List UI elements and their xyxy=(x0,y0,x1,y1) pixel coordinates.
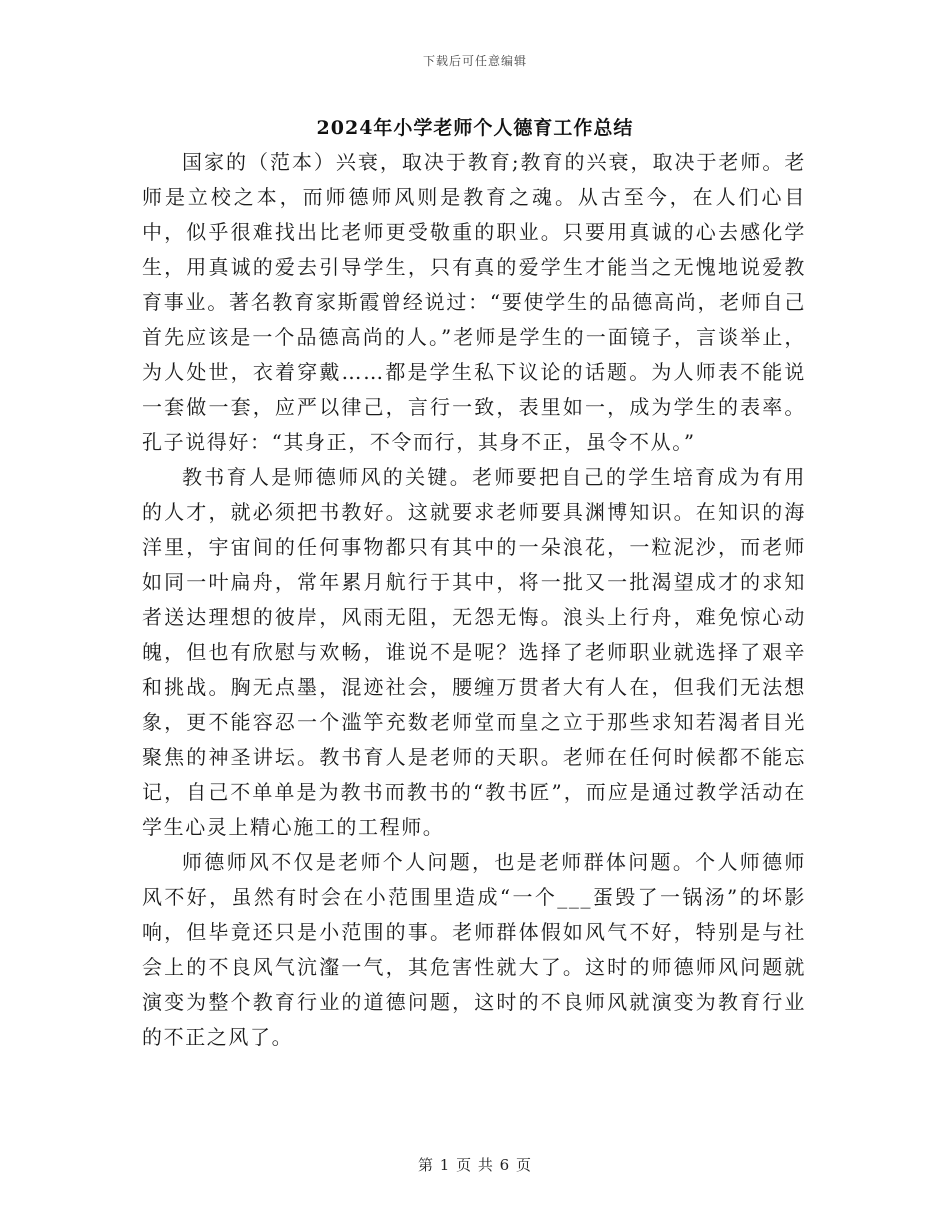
paragraph-2: 教书育人是师德师风的关键。老师要把自己的学生培育成为有用的人才，就必须把书教好。这就要求老师要具渊博知识。在知识的海洋里，宇宙间的任何事物都只有其中的一朵浪花，一粒泥沙，而老师如同一叶扁舟，常年累月航行于其中，将一批又一批渴望成才的求知者送达理想的彼岸，风雨无阻，无怨无悔。浪头上行舟，难免惊心动魄，但也有欣慰与欢畅，谁说不是呢？选择了老师职业就选择了艰辛和挑战。胸无点墨，混迹社会，腰缠万贯者大有人在，但我们无法想象，更不能容忍一个滥竽充数老师堂而皇之立于那些求知若渴者目光聚焦的神圣讲坛。教书育人是老师的天职。老师在任何时候都不能忘记，自己不单单是为教书而教书的“教书匠”，而应是通过教学活动在学生心灵上精心施工的工程师。 xyxy=(142,465,806,839)
document-body xyxy=(142,145,806,1055)
header-note: 下载后可任意编辑 xyxy=(422,54,527,68)
document-title: 2024年小学老师个人德育工作总结 xyxy=(316,117,634,139)
paragraph-3: 师德师风不仅是老师个人问题，也是老师群体问题。个人师德师风不好，虽然有时会在小范围里造成“一个___蛋毁了一锅汤”的坏影响，但毕竟还只是小范围的事。老师群体假如风气不好，特别是与社会上的不良风气沆瀣一气，其危害性就大了。这时的师德师风问题就演变为整个教育行业的道德问题，这时的不良师风就演变为教育行业的不正之风了。 xyxy=(142,850,806,1049)
paragraph-1: 国家的（范本）兴衰，取决于教育;教育的兴衰，取决于老师。老师是立校之本，而师德师风则是教育之魂。从古至今，在人们心目中，似乎很难找出比老师更受敬重的职业。只要用真诚的心去感化学生，用真诚的爱去引导学生，只有真的爱学生才能当之无愧地说爱教育事业。著名教育家斯霞曾经说过：“要使学生的品德高尚，老师自己首先应该是一个品德高尚的人。”老师是学生的一面镜子，言谈举止，为人处世，衣着穿戴……都是学生私下议论的话题。为人师表不能说一套做一套，应严以律己，言行一致，表里如一，成为学生的表率。孔子说得好：“其身正，不令而行，其身不正，虽令不从。” xyxy=(142,150,806,454)
page-number: 第 1 页 共 6 页 xyxy=(418,1156,532,1174)
